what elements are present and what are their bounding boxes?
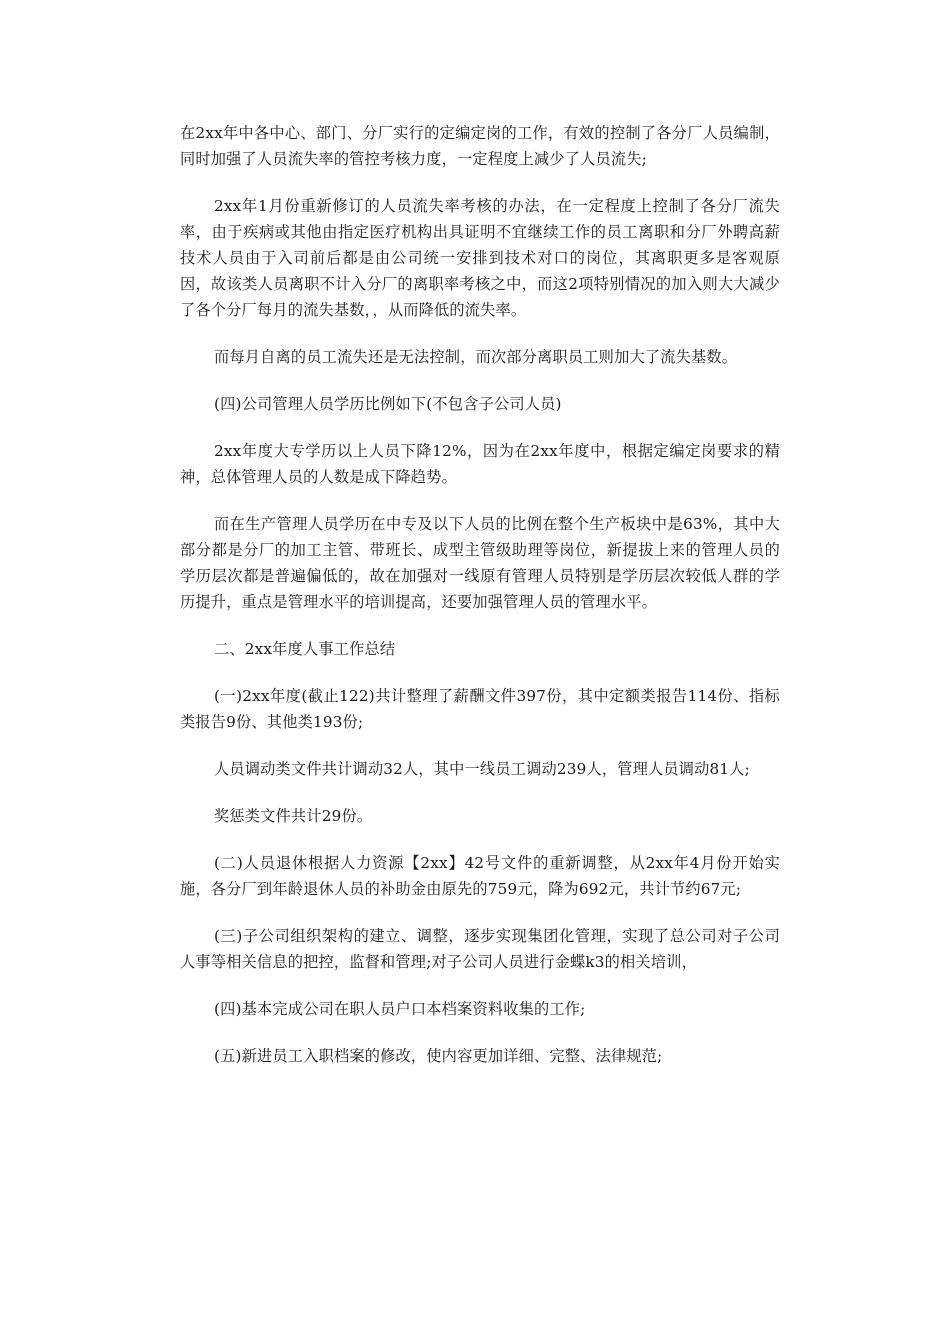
paragraph-6: 而在生产管理人员学历在中专及以下人员的比例在整个生产板块中是63%，其中大部分都是分厂的加工主管、带班长、成型主管级助理等岗位，新提拔上来的管理人员的学历层次都是普遍偏低的，故在加强对一线原有管理人员特别是学历层次较低人群的学历提升，重点是管理水平的培训提高，还要加强管理人员的管理水平。 xyxy=(180,515,780,611)
paragraph-10: (二)人员退休根据人力资源【2xx】42号文件的重新调整，从2xx年4月份开始实施，各分厂到年龄退休人员的补助金由原先的759元，降为692元，共计节约67元; xyxy=(180,854,780,898)
section-heading: 二、2xx年度人事工作总结 xyxy=(214,640,396,658)
paragraph-7: (一)2xx年度(截止122)共计整理了薪酬文件397份，其中定额类报告114份、指标类报告9份、其他类193份; xyxy=(180,687,780,731)
paragraph-2: 2xx年1月份重新修订的人员流失率考核的办法，在一定程度上控制了各分厂流失率，由于疾病或其他由指定医疗机构出具证明不宜继续工作的员工离职和分厂外聘高薪技术人员由于入司前后都是由公司统一安排到技术对口的岗位，其离职更多是客观原因，故该类人员离职不计入分厂的离职率考核之中，而这2项特别情况的加入则大大减少了各个分厂每月的流失基数，，从而降低的流失率。 xyxy=(180,197,780,319)
paragraph-13: (五)新进员工入职档案的修改，使内容更加详细、完整、法律规范; xyxy=(214,1047,663,1065)
paragraph-12: (四)基本完成公司在职人员户口本档案资料收集的工作; xyxy=(214,1000,586,1018)
document-page xyxy=(180,120,780,1090)
paragraph-5: 2xx年度大专学历以上人员下降12%，因为在2xx年度中，根据定编定岗要求的精神，总体管理人员的人数是成下降趋势。 xyxy=(180,442,780,486)
paragraph-8: 人员调动类文件共计调动32人，其中一线员工调动239人，管理人员调动81人; xyxy=(214,760,750,778)
paragraph-3: 而每月自离的员工流失还是无法控制，而次部分离职员工则加大了流失基数。 xyxy=(214,348,738,366)
paragraph-4: (四)公司管理人员学历比例如下(不包含子公司人员) xyxy=(214,395,562,413)
paragraph-9: 奖惩类文件共计29份。 xyxy=(214,807,373,825)
paragraph-1: 在2xx年中各中心、部门、分厂实行的定编定岗的工作，有效的控制了各分厂人员编制，同时加强了人员流失率的管控考核力度，一定程度上减少了人员流失; xyxy=(180,124,780,168)
paragraph-11: (三)子公司组织架构的建立、调整，逐步实现集团化管理，实现了总公司对子公司人事等相关信息的把控，监督和管理;对子公司人员进行金蝶k3的相关培训， xyxy=(180,927,780,971)
